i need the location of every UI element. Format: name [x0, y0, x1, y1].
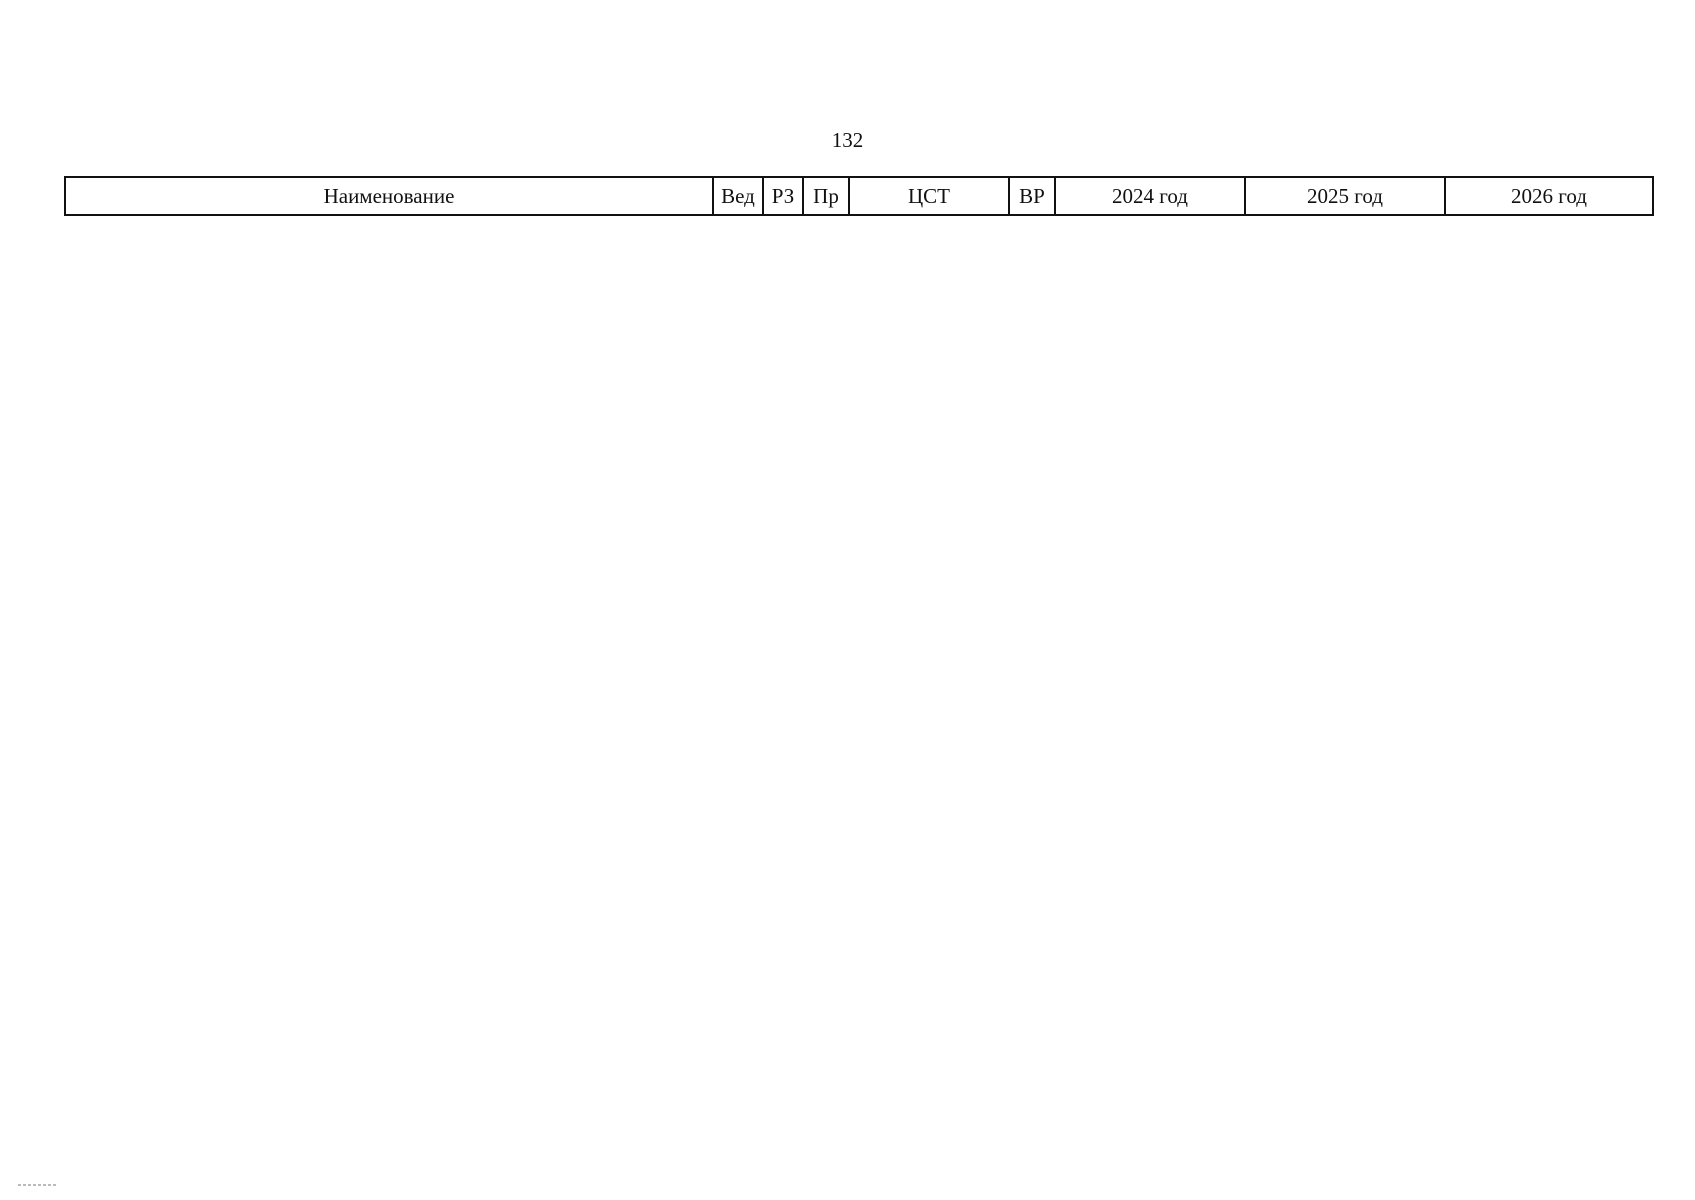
page-number: 132 [831, 128, 864, 152]
header-pr: Пр [803, 177, 849, 215]
scan-mark [18, 1184, 58, 1186]
header-year-2026: 2026 год [1445, 177, 1653, 215]
budget-table [64, 176, 1652, 216]
header-year-2024: 2024 год [1055, 177, 1245, 215]
header-rz: РЗ [763, 177, 803, 215]
header-vr: ВР [1009, 177, 1055, 215]
header-name: Наименование [65, 177, 713, 215]
header-ved: Вед [713, 177, 763, 215]
table-header [65, 177, 1653, 215]
header-year-2025: 2025 год [1245, 177, 1445, 215]
header-cst: ЦСТ [849, 177, 1009, 215]
budget-table-grid [64, 176, 1654, 216]
